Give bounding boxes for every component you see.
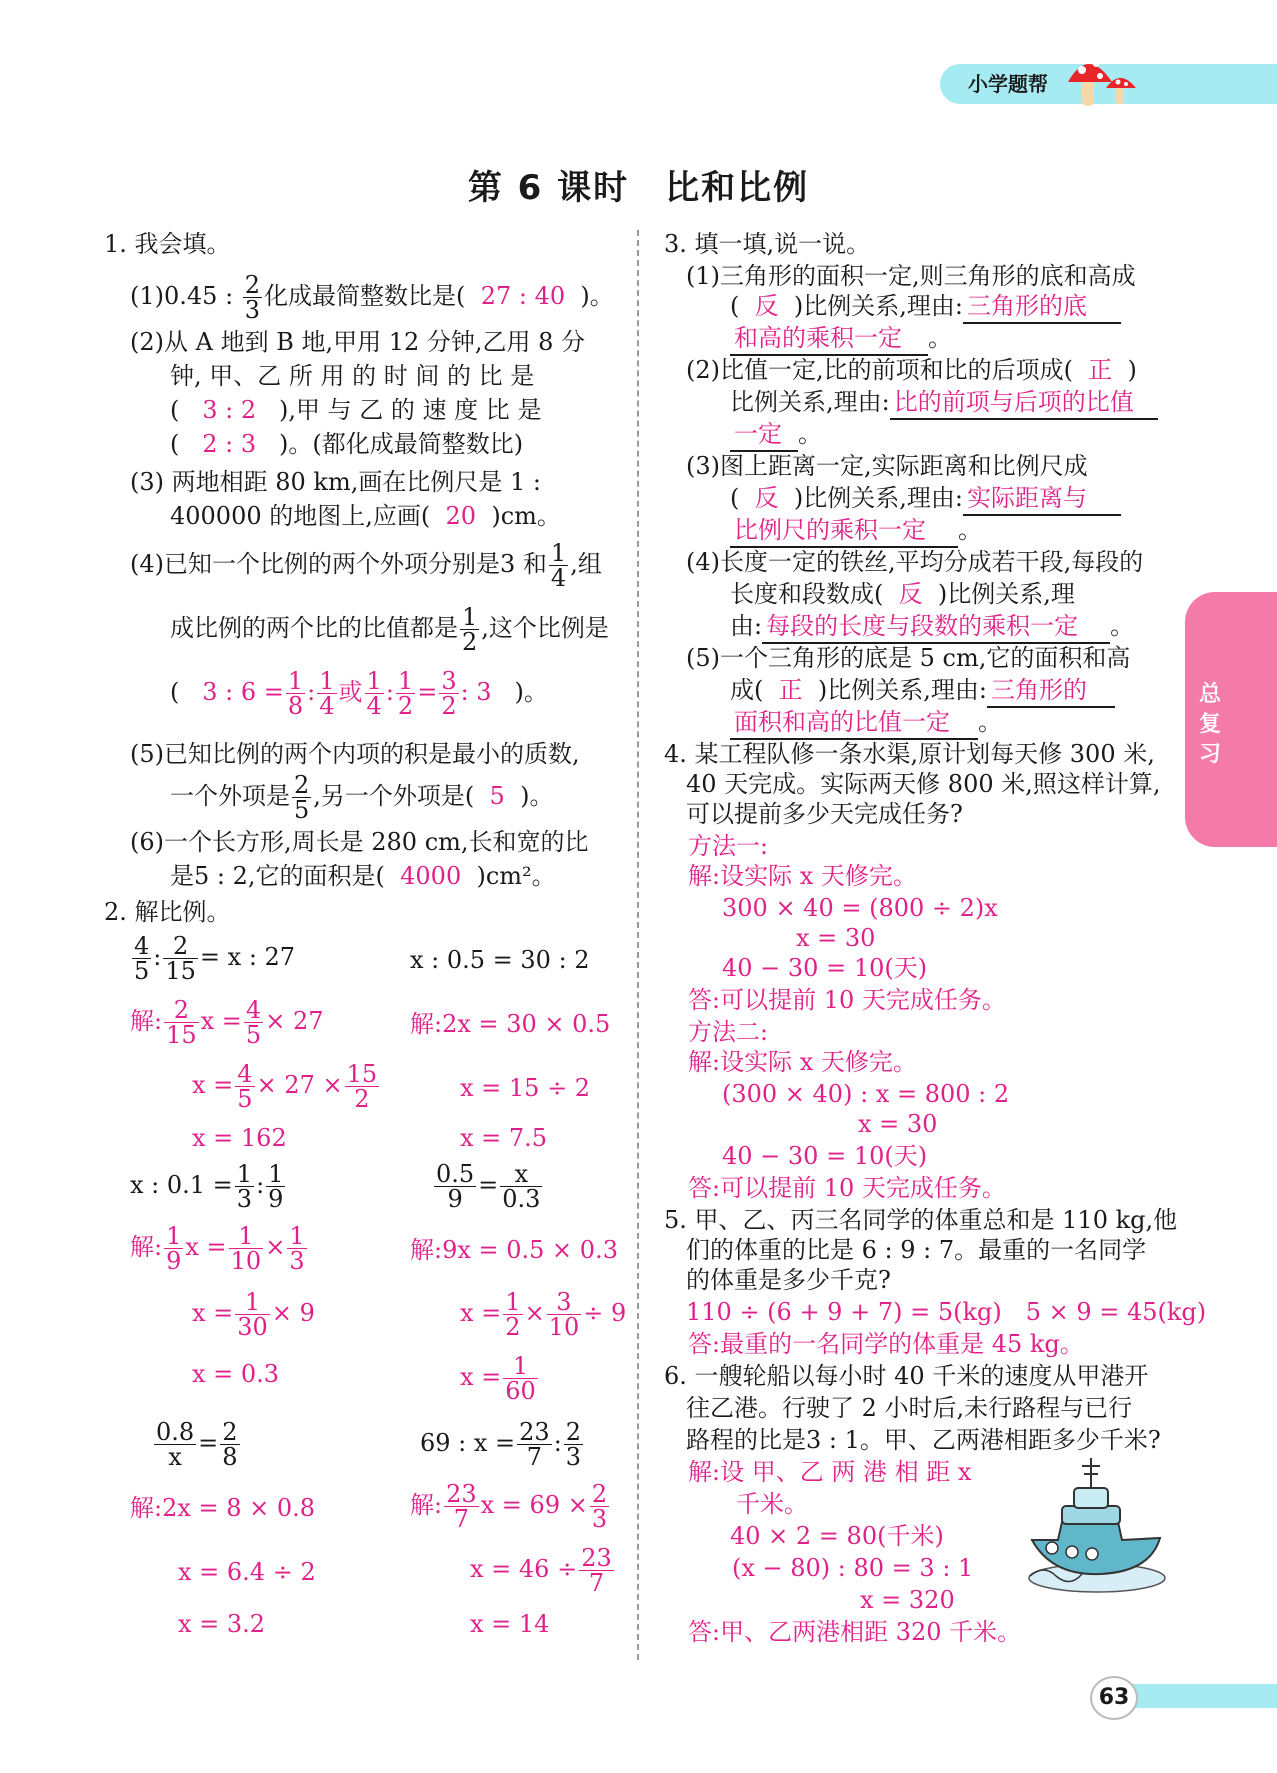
q1-p2-l3-pre: (	[170, 396, 180, 424]
q1-p4-close: )。	[514, 678, 548, 706]
fraction-numerator: 3	[547, 1290, 582, 1315]
q3-p2-reason1: 比的前项与后项的比值	[890, 386, 1158, 420]
q2-f-s2-frac	[579, 1546, 614, 1595]
q3-p1-post: 。	[928, 324, 952, 352]
q4-method1: 方法一:	[688, 832, 769, 860]
q3-p1-reason1: 三角形的底	[963, 290, 1121, 324]
q2-e-step2: x = 6.4 ÷ 2	[178, 1558, 316, 1586]
q4-line1: 4. 某工程队修一条水渠,原计划每天修 300 米,	[664, 740, 1155, 768]
q3-p2-l2-pre: 比例关系,理由:	[730, 388, 890, 416]
q6-answer: 答:甲、乙两港相距 320 千米。	[688, 1618, 1022, 1646]
q2-a-s1-mid: x =	[200, 1007, 242, 1035]
q2-a-question	[130, 932, 295, 983]
fraction-numerator: 2	[565, 1418, 582, 1446]
q2-a-frac2	[163, 934, 198, 983]
q2-d-frac2	[500, 1162, 542, 1211]
q4-m1-answer: 答:可以提前 10 天完成任务。	[688, 986, 1006, 1014]
q2-f-colon: :	[553, 1429, 562, 1457]
q3-p4-l3-post: 。	[1110, 612, 1135, 640]
q1-p4-ans-ratio: 3 : 6 =	[202, 678, 284, 706]
q1-p4-ans-eq: =	[417, 678, 438, 706]
fraction-numerator: 15	[346, 1060, 378, 1088]
q1-p1-answer: 27 : 40	[480, 282, 566, 310]
q3-p5-line3	[730, 706, 1002, 740]
q3-p4-line1: (4)长度一定的铁丝,平均分成若干段,每段的	[686, 548, 1144, 576]
q6-line2: 往乙港。行驶了 2 小时后,未行路程与已行	[686, 1394, 1133, 1422]
fraction-numerator: 1	[319, 667, 335, 695]
q2-a-step1	[130, 996, 323, 1047]
q2-c-question	[130, 1160, 287, 1211]
q1-p1-fraction	[243, 273, 262, 322]
fraction-numerator: 3	[441, 667, 457, 695]
q2-a-s1-frac1	[164, 998, 199, 1047]
q3-p3-pre: (	[730, 484, 740, 512]
fraction-numerator: 1	[397, 667, 414, 695]
q2-b-question: x : 0.5 = 30 : 2	[410, 946, 590, 974]
fraction-numerator: 1	[268, 1160, 284, 1188]
q2-a-colon: :	[153, 943, 162, 971]
q3-p4-line3	[730, 610, 1134, 644]
q3-p2-post2: 。	[798, 420, 822, 448]
q1-p3-line2	[170, 500, 561, 532]
q2-e-step3: x = 3.2	[178, 1610, 266, 1638]
q2-d-s2-frac2	[547, 1290, 582, 1339]
q1-p4-ans-frac5	[439, 669, 458, 718]
q2-c-step2	[192, 1288, 315, 1339]
q4-m2-answer: 答:可以提前 10 天完成任务。	[688, 1174, 1006, 1202]
q1-p2-answer2: 2 : 3	[202, 430, 257, 458]
q1-p1-mid: 化成最简整数比是(	[264, 282, 466, 310]
fraction-numerator: 23	[446, 1480, 477, 1508]
q4-m2-let: 解:设实际 x 天修完。	[688, 1048, 917, 1076]
q2-d-s3-frac	[503, 1354, 538, 1403]
q2-c-s1-mid: x =	[185, 1233, 227, 1261]
q1-p3-pre: 400000 的地图上,应画(	[170, 502, 431, 530]
q6-let2: 千米。	[736, 1490, 808, 1518]
fraction-denominator: 7	[526, 1443, 543, 1471]
q3-p2-post1: )	[1127, 356, 1137, 384]
q2-a-s2-mid: × 27 ×	[256, 1071, 343, 1099]
q4-m2-eq: (300 × 40) : x = 800 : 2	[722, 1080, 1010, 1108]
q1-p5-mid: ,另一个外项是(	[313, 782, 475, 810]
q2-c-s1-frac2	[229, 1224, 264, 1273]
q1-p4-ans-tail: : 3	[460, 678, 492, 706]
q1-p5-fraction	[292, 773, 311, 822]
fraction-numerator: 1	[166, 1222, 182, 1250]
fraction-denominator: 5	[294, 796, 310, 824]
q3-p4-answer: 反	[898, 580, 923, 608]
q2-a-s1-frac2	[244, 998, 263, 1047]
q3-p1-reason2: 和高的乘积一定	[730, 322, 928, 356]
q2-e-eq: =	[198, 1429, 219, 1457]
fraction-denominator: 8	[287, 692, 304, 720]
q2-c-colon: :	[256, 1171, 265, 1199]
q2-d-s2-post: ÷ 9	[583, 1299, 627, 1327]
q1-part1	[130, 272, 614, 322]
q3-p5-mid: )比例关系,理由:	[817, 676, 987, 704]
q1-p4-ans-or: 或	[338, 678, 363, 706]
q2-d-frac1	[434, 1162, 476, 1211]
q3-p1-mid: )比例关系,理由:	[793, 292, 963, 320]
column-divider	[637, 230, 639, 1660]
q1-p4-ans-frac2	[317, 669, 336, 718]
q2-f-frac2	[564, 1420, 583, 1469]
q1-p4-l1-fraction	[549, 541, 568, 590]
q3-p2-line1	[686, 354, 1137, 386]
q2-a-frac1	[132, 934, 151, 983]
q1-p4-ans-colon1: :	[307, 678, 316, 706]
q1-p3-answer: 20	[445, 502, 477, 530]
fraction-numerator: 2	[294, 771, 310, 799]
fraction-numerator: 1	[505, 1288, 521, 1316]
fraction-denominator: 3	[289, 1247, 305, 1275]
q2-a-s1-pre: 解:	[130, 1007, 163, 1035]
fraction-numerator: 1	[550, 539, 567, 567]
fraction-numerator: 0.5	[436, 1160, 475, 1188]
q4-line2: 40 天完成。实际两天修 800 米,照这样计算,	[686, 770, 1161, 798]
q6-let1: 解:设 甲、乙 两 港 相 距 x	[688, 1458, 972, 1486]
q5-line2: 们的体重的比是 6 : 9 : 7。最重的一名同学	[686, 1236, 1147, 1264]
fraction-numerator: 2	[164, 998, 199, 1023]
fraction-numerator: 2	[222, 1418, 238, 1446]
fraction-numerator: 0.8	[156, 1418, 195, 1446]
q6-eq: (x − 80) : 80 = 3 : 1	[732, 1554, 974, 1582]
q4-m2-diff: 40 − 30 = 10(天)	[722, 1142, 928, 1170]
q4-line3: 可以提前多少天完成任务?	[686, 800, 963, 828]
q3-p3-line2	[730, 482, 1121, 516]
q2-f-frac1	[517, 1420, 552, 1469]
q1-p4-ans-frac3	[365, 669, 384, 718]
q3-p3-post: 。	[958, 516, 982, 544]
q5-answer: 答:最重的一名同学的体重是 45 kg。	[688, 1330, 1084, 1358]
fraction-denominator: 10	[548, 1313, 580, 1341]
fraction-denominator: 7	[453, 1505, 469, 1533]
fraction-numerator: 4	[237, 1060, 253, 1088]
q2-c-s2-pre: x =	[192, 1299, 234, 1327]
fraction-denominator: 15	[166, 1021, 197, 1049]
fraction-denominator: 2	[354, 1085, 370, 1113]
q2-e-question	[152, 1418, 242, 1469]
q2-d-question	[432, 1160, 544, 1211]
q3-p1-line2	[730, 290, 1121, 324]
q1-p4-l2-post: ,这个比例是	[481, 614, 609, 642]
q6-line1: 6. 一艘轮船以每小时 40 千米的速度从甲港开	[664, 1362, 1149, 1390]
q4-m1-x: x = 30	[796, 924, 876, 952]
fraction-denominator: 7	[588, 1569, 605, 1597]
q2-e-frac2	[220, 1420, 239, 1469]
q1-p4-line1	[130, 540, 602, 590]
q3-p5-pre: 成(	[730, 676, 764, 704]
q1-p3-line1: (3) 两地相距 80 km,画在比例尺是 1 :	[130, 468, 541, 496]
q1-p6-post: )cm²。	[476, 862, 556, 890]
fraction-numerator: 2	[591, 1480, 608, 1508]
q2-c-frac1	[235, 1162, 254, 1211]
q1-p4-ans-frac4	[396, 669, 415, 718]
q3-p5-reason1: 三角形的	[987, 674, 1115, 708]
side-tab-label: 总复习	[1198, 682, 1221, 767]
q1-p2-l3-post: ),甲 与 乙 的 速 度 比 是	[279, 396, 542, 424]
q1-p4-l2-text: 成比例的两个比的比值都是	[170, 614, 458, 642]
q3-p4-l3-pre: 由:	[730, 612, 763, 640]
q2-d-step2	[460, 1288, 626, 1339]
q6-x: x = 320	[860, 1586, 955, 1614]
fraction-denominator: 3	[236, 1185, 253, 1213]
fraction-denominator: 10	[230, 1247, 262, 1275]
fraction-numerator: 2	[163, 934, 198, 959]
q2-c-frac2	[266, 1162, 285, 1211]
q2-f-step2	[470, 1544, 616, 1595]
fraction-denominator: 2	[441, 692, 457, 720]
q4-m2-x: x = 30	[858, 1110, 938, 1138]
q2-b-step2: x = 15 ÷ 2	[460, 1074, 591, 1102]
fraction-denominator: 3	[244, 296, 261, 324]
q1-p5-line1: (5)已知比例的两个内项的积是最小的质数,	[130, 740, 580, 768]
q5-calc: 110 ÷ (6 + 9 + 7) = 5(kg) 5 × 9 = 45(kg)	[686, 1298, 1207, 1326]
q2-f-pre: 69 : x =	[420, 1429, 516, 1457]
q2-a-s1-post: × 27	[265, 1007, 324, 1035]
q2-f-s2-pre: x = 46 ÷	[470, 1555, 578, 1583]
page-number-band	[1120, 1684, 1277, 1708]
q1-p5-post: )。	[520, 782, 554, 810]
q3-p3-mid: )比例关系,理由:	[793, 484, 963, 512]
q3-p2-reason2: 一定	[730, 418, 798, 452]
fraction-denominator: 9	[166, 1247, 182, 1275]
q1-p6-answer: 4000	[400, 862, 462, 890]
q2-c-step3: x = 0.3	[192, 1360, 280, 1388]
q1-p2-l4-post: )。(都化成最简整数比)	[279, 430, 524, 458]
fraction-numerator: 2	[244, 271, 261, 299]
q4-m1-eq: 300 × 40 = (800 ÷ 2)x	[722, 894, 998, 922]
q1-p1-text: (1)0.45 :	[130, 282, 241, 310]
fraction-denominator: 4	[319, 692, 335, 720]
q3-p3-reason2: 比例尺的乘积一定	[730, 514, 958, 548]
q3-heading: 3. 填一填,说一说。	[664, 230, 871, 258]
q1-p4-answer	[202, 667, 499, 720]
q1-p2-line4	[170, 428, 523, 460]
page-number: 63	[1090, 1676, 1138, 1720]
q1-p6-line1: (6)一个长方形,周长是 280 cm,长和宽的比	[130, 828, 589, 856]
fraction-numerator: 1	[287, 667, 304, 695]
fraction-denominator: 9	[268, 1185, 284, 1213]
q4-method2: 方法二:	[688, 1018, 769, 1046]
q1-p3-post: )cm。	[491, 502, 561, 530]
q2-heading: 2. 解比例。	[104, 898, 231, 926]
fraction-numerator: 23	[581, 1544, 612, 1572]
q3-p3-reason1: 实际距离与	[963, 482, 1121, 516]
fraction-numerator: 1	[235, 1290, 270, 1315]
fraction-denominator: 2	[462, 628, 478, 656]
q3-p5-post: 。	[978, 708, 1002, 736]
q3-p1-answer: 反	[754, 292, 779, 320]
fraction-denominator: 4	[366, 692, 382, 720]
q2-c-pre: x : 0.1 =	[130, 1171, 233, 1199]
q2-c-s1-pre: 解:	[130, 1233, 163, 1261]
q1-p2-line1: (2)从 A 地到 B 地,甲用 12 分钟,乙用 8 分	[130, 328, 586, 356]
header-label: 小学题帮	[968, 72, 1048, 96]
q1-p4-l2-fraction	[460, 605, 479, 654]
fraction-numerator: 4	[134, 932, 150, 960]
q6-calc1: 40 × 2 = 80(千米)	[730, 1522, 944, 1550]
q2-d-s2-pre: x =	[460, 1299, 502, 1327]
q3-p3-answer: 反	[754, 484, 779, 512]
fraction-denominator: 5	[245, 1021, 262, 1049]
q1-p2-answer1: 3 : 2	[202, 396, 257, 424]
q1-p6-pre: 是5 : 2,它的面积是(	[170, 862, 385, 890]
q3-p4-pre: 长度和段数成(	[730, 580, 884, 608]
q1-p2-l4-pre: (	[170, 430, 180, 458]
q1-heading: 1. 我会填。	[104, 230, 231, 258]
q3-p2-line2	[730, 386, 1158, 420]
q2-a-rest: = x : 27	[199, 943, 296, 971]
q3-p5-line2	[730, 674, 1115, 708]
q3-p5-reason2: 面积和高的比值一定	[730, 706, 978, 740]
q1-p4-l1-text: (4)已知一个比例的两个外项分别是3 和	[130, 550, 547, 578]
fraction-denominator: x	[168, 1443, 182, 1471]
q1-p4-line2	[170, 604, 609, 654]
q2-d-step3	[460, 1352, 540, 1403]
q2-a-s2-frac2	[345, 1062, 380, 1111]
q1-p2-line3	[170, 394, 541, 426]
fraction-denominator: 30	[237, 1313, 268, 1341]
q1-p2-line2: 钟, 甲、乙 所 用 的 时 间 的 比 是	[170, 362, 535, 390]
q1-p4-ans-frac1	[286, 669, 305, 718]
fraction-denominator: 60	[505, 1377, 536, 1405]
q2-d-s2-mid: ×	[524, 1299, 545, 1327]
q2-a-s2-pre: x =	[192, 1071, 234, 1099]
q3-p1-pre: (	[730, 292, 740, 320]
q2-f-step1	[410, 1480, 611, 1531]
q4-m1-let: 解:设实际 x 天修完。	[688, 862, 917, 890]
q2-c-s1-frac3	[287, 1224, 306, 1273]
q1-p4-open: (	[170, 678, 180, 706]
fraction-denominator: 4	[550, 564, 567, 592]
q3-p5-answer: 正	[778, 676, 803, 704]
q2-f-s1-pre: 解:	[410, 1491, 443, 1519]
mushroom-icon	[1060, 42, 1142, 114]
fraction-numerator: x	[500, 1162, 542, 1187]
q2-d-step1: 解:9x = 0.5 × 0.3	[410, 1236, 618, 1264]
q2-e-step1: 解:2x = 8 × 0.8	[130, 1494, 316, 1522]
q1-p6-line2	[170, 860, 556, 892]
q2-c-s2-frac	[235, 1290, 270, 1339]
fraction-denominator: 0.3	[502, 1185, 541, 1213]
fraction-numerator: 1	[236, 1160, 253, 1188]
q3-p4-reason: 每段的长度与段数的乘积一定	[762, 610, 1110, 644]
q2-f-s1-frac2	[590, 1482, 609, 1531]
q3-p2-pre: (2)比值一定,比的前项和比的后项成(	[686, 356, 1073, 384]
q3-p4-post: )比例关系,理	[937, 580, 1075, 608]
page-title: 第 6 课时 比和比例	[467, 168, 810, 208]
fraction-denominator: 2	[505, 1313, 521, 1341]
q2-a-step3: x = 162	[192, 1124, 287, 1152]
q5-line1: 5. 甲、乙、丙三名同学的体重总和是 110 kg,他	[664, 1206, 1178, 1234]
q1-p5-l2-text: 一个外项是	[170, 782, 290, 810]
q2-b-step3: x = 7.5	[460, 1124, 548, 1152]
fraction-numerator: 23	[519, 1418, 550, 1446]
q1-p4-l1-post: ,组	[570, 550, 602, 578]
q3-p3-line1: (3)图上距离一定,实际距离和比例尺成	[686, 452, 1088, 480]
q1-p4-line3	[170, 668, 548, 718]
fraction-denominator: 15	[165, 957, 196, 985]
q2-b-step1: 解:2x = 30 × 0.5	[410, 1010, 611, 1038]
q1-p4-ans-colon2: :	[385, 678, 394, 706]
q2-c-step1	[130, 1222, 309, 1273]
fraction-denominator: 5	[134, 957, 150, 985]
q2-d-s3-pre: x =	[460, 1363, 502, 1391]
q2-c-s2-post: × 9	[271, 1299, 315, 1327]
fraction-denominator: 2	[397, 692, 414, 720]
q2-d-s2-frac1	[503, 1290, 522, 1339]
q1-p1-post: )。	[580, 282, 614, 310]
fraction-numerator: 1	[366, 667, 382, 695]
q1-p5-answer: 5	[489, 782, 505, 810]
q2-c-s1-times: ×	[265, 1233, 286, 1261]
q3-p4-line2	[730, 578, 1075, 610]
fraction-denominator: 3	[565, 1443, 582, 1471]
ship-illustration	[1022, 1448, 1172, 1598]
q2-d-eq: =	[478, 1171, 499, 1199]
fraction-numerator: 1	[462, 603, 478, 631]
q3-p5-line1: (5)一个三角形的底是 5 cm,它的面积和高	[686, 644, 1131, 672]
q4-m1-diff: 40 − 30 = 10(天)	[722, 954, 928, 982]
q2-e-frac1	[154, 1420, 196, 1469]
q2-f-step3: x = 14	[470, 1610, 550, 1638]
q2-f-question	[420, 1418, 585, 1469]
q2-f-s1-frac1	[444, 1482, 479, 1531]
q2-c-s1-frac1	[164, 1224, 183, 1273]
q3-p1-line1: (1)三角形的面积一定,则三角形的底和高成	[686, 262, 1136, 290]
q2-f-s1-mid: x = 69 ×	[480, 1491, 588, 1519]
fraction-numerator: 1	[503, 1354, 538, 1379]
q2-a-s2-frac1	[235, 1062, 254, 1111]
fraction-numerator: 1	[289, 1222, 305, 1250]
q6-line3: 路程的比是3 : 1。甲、乙两港相距多少千米?	[686, 1426, 1161, 1454]
fraction-numerator: 4	[245, 996, 262, 1024]
q2-a-step2	[192, 1060, 381, 1111]
q5-line3: 的体重是多少千克?	[686, 1266, 891, 1294]
fraction-numerator: 1	[229, 1224, 264, 1249]
fraction-denominator: 8	[222, 1443, 238, 1471]
q3-p1-line3	[730, 322, 952, 356]
fraction-denominator: 5	[237, 1085, 253, 1113]
fraction-denominator: 9	[447, 1185, 463, 1213]
fraction-denominator: 3	[591, 1505, 608, 1533]
q3-p3-line3	[730, 514, 982, 548]
q3-p2-answer: 正	[1088, 356, 1113, 384]
q1-p5-line2	[170, 772, 553, 822]
q3-p2-line3	[730, 418, 822, 452]
